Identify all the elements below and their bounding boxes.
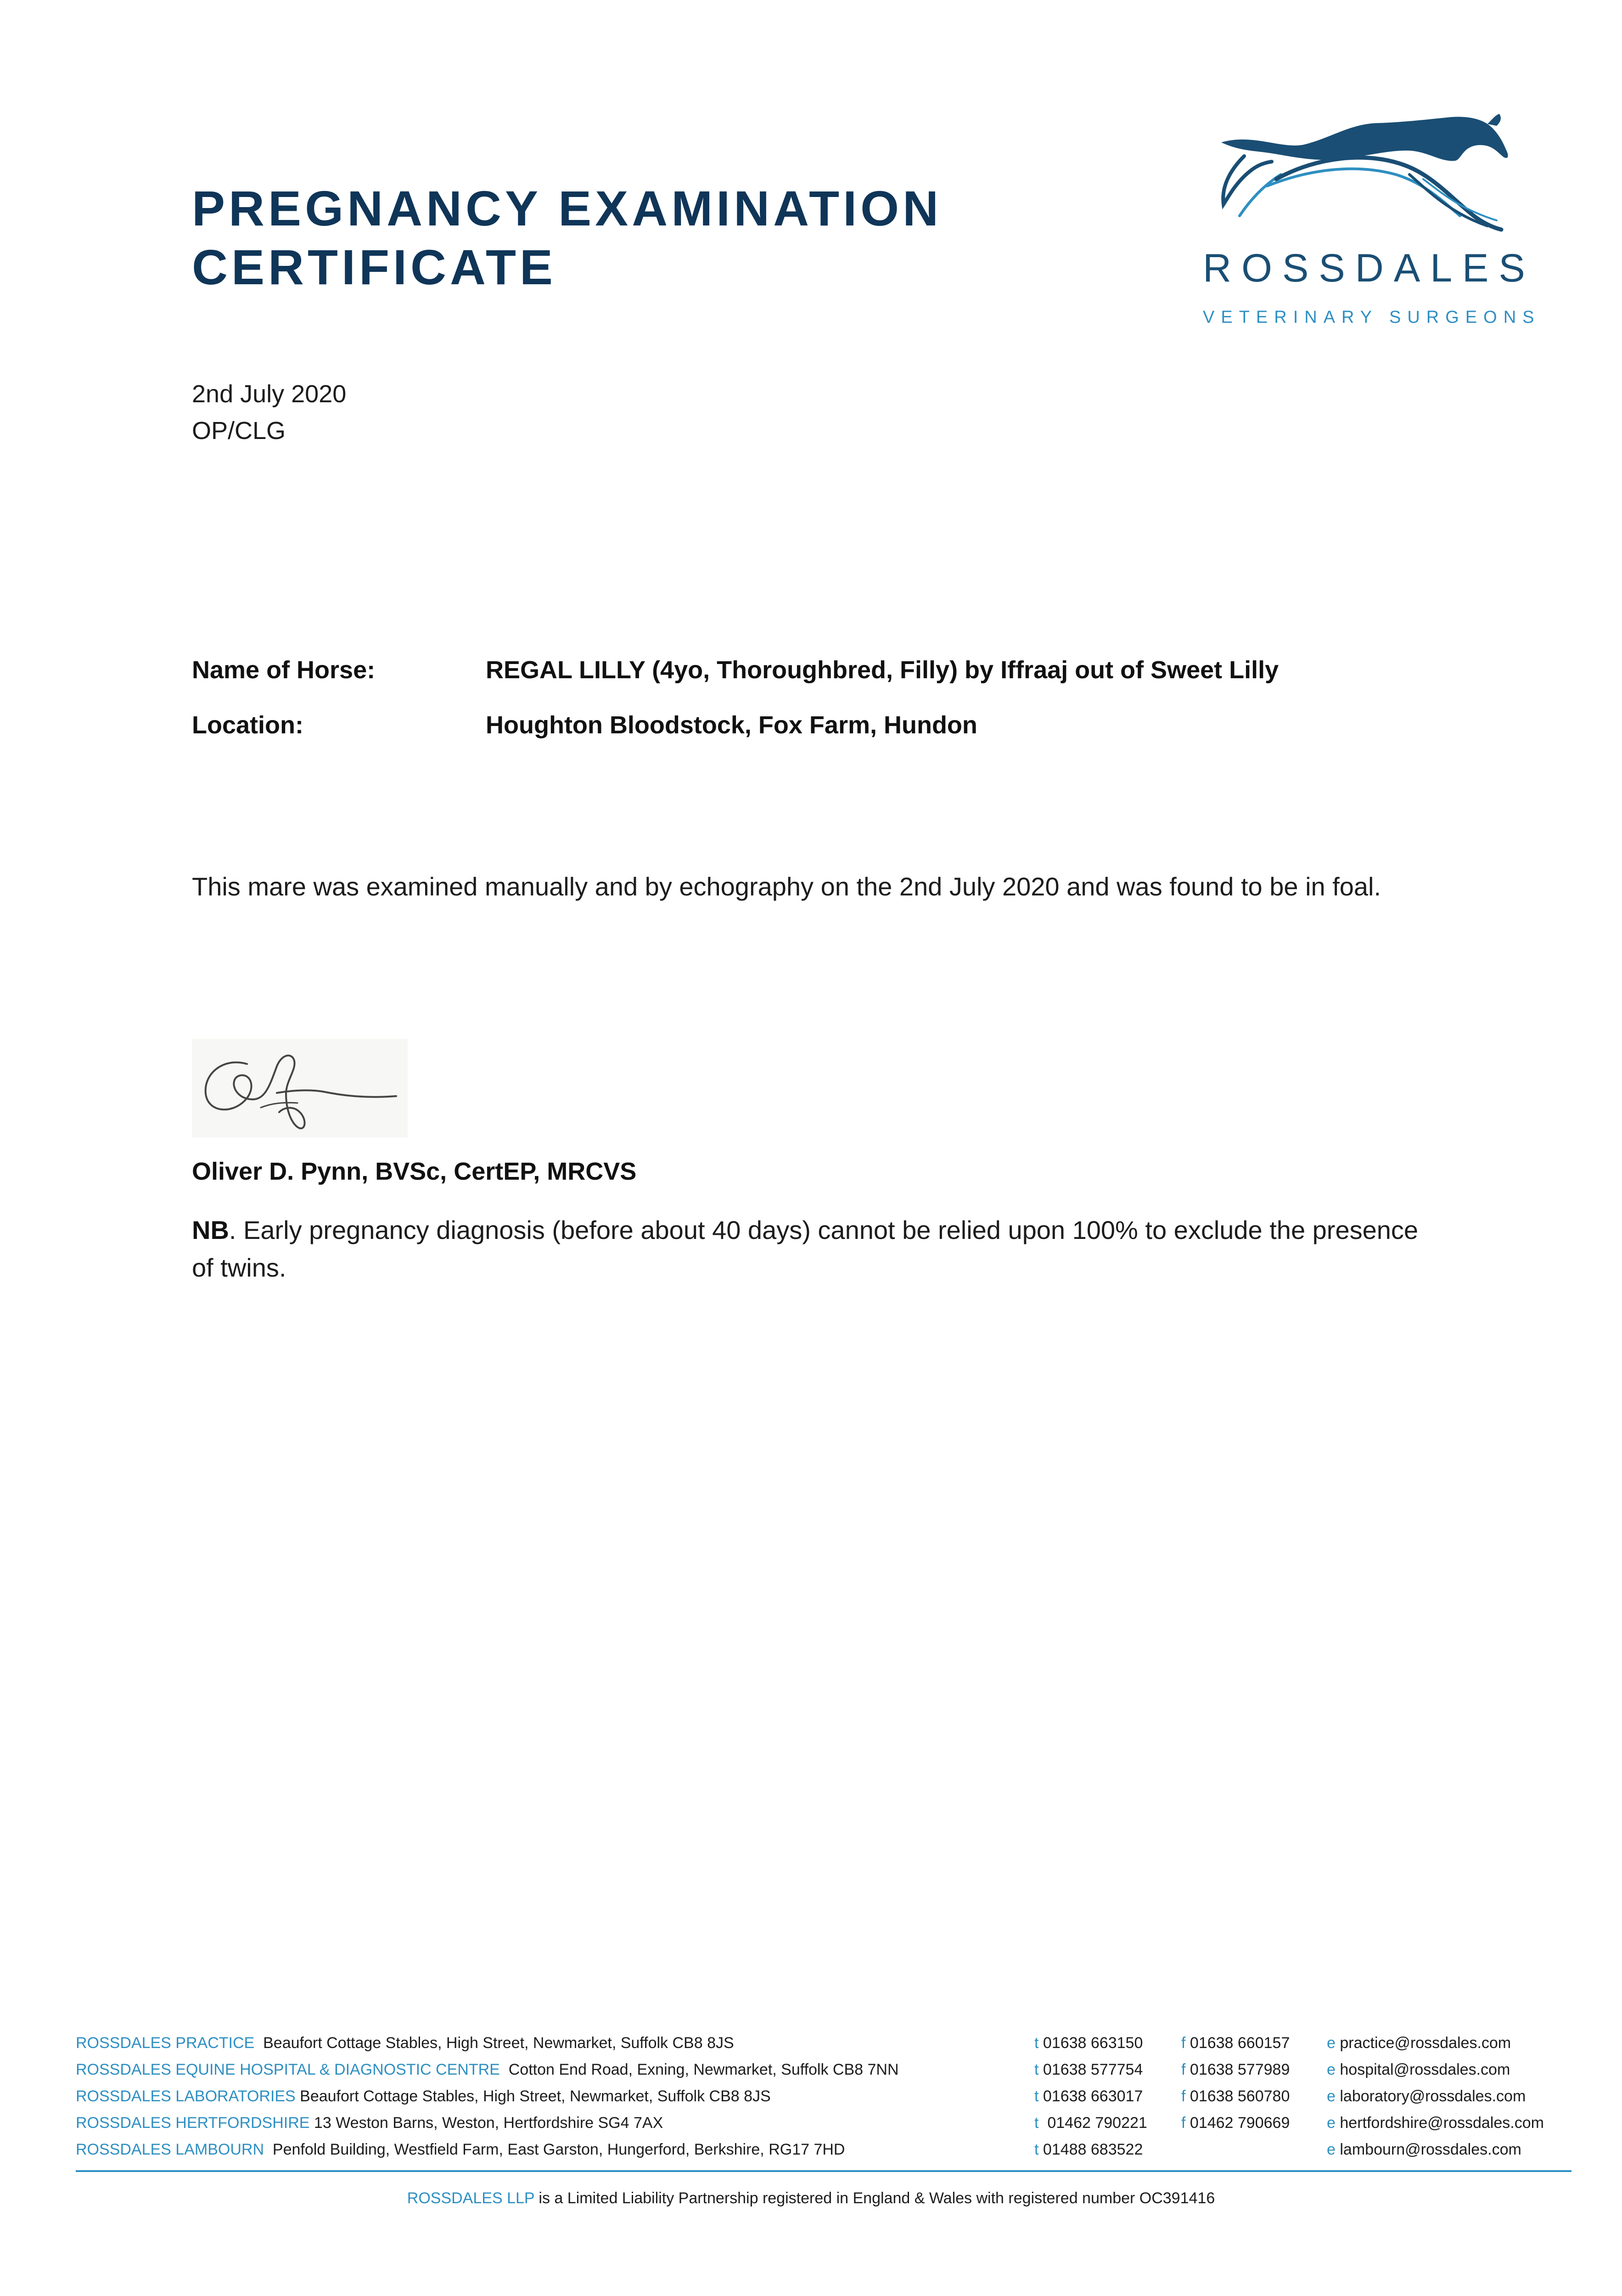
tel-prefix: t [1034, 2034, 1039, 2052]
footer-row [76, 2061, 1577, 2088]
field-label: Name of Horse: [192, 656, 376, 684]
nb-prefix: NB [192, 1216, 229, 1244]
field-value: Houghton Bloodstock, Fox Farm, Hundon [486, 711, 977, 739]
footer-org: ROSSDALES PRACTICE [76, 2034, 255, 2052]
footer-org: ROSSDALES EQUINE HOSPITAL & DIAGNOSTIC CENTRE [76, 2061, 500, 2078]
footer-tel: 01638 577754 [1043, 2061, 1143, 2078]
footer-row [76, 2141, 1577, 2167]
email-prefix: e [1327, 2034, 1336, 2052]
logo-subtitle: VETERINARY SURGEONS [1203, 308, 1541, 327]
document-reference: OP/CLG [192, 417, 286, 445]
document-date: 2nd July 2020 [192, 380, 347, 408]
tel-prefix: t [1034, 2114, 1039, 2132]
fax-prefix: f [1181, 2034, 1186, 2052]
field-label: Location: [192, 711, 303, 739]
title-line-1: PREGNANCY EXAMINATION [192, 180, 943, 236]
footer-tel: 01488 683522 [1043, 2141, 1143, 2158]
document-meta [192, 376, 346, 449]
handwritten-signature-icon [192, 1039, 408, 1137]
email-prefix: e [1327, 2061, 1336, 2078]
footer-addresses [76, 2034, 1577, 2167]
footer-row [76, 2114, 1577, 2141]
signature-image [192, 1039, 408, 1137]
footer-email[interactable]: hertfordshire@rossdales.com [1340, 2114, 1544, 2132]
footer-tel: 01638 663150 [1043, 2034, 1143, 2052]
email-prefix: e [1327, 2114, 1336, 2132]
llp-text: is a Limited Liability Partnership registered in England & Wales with registered number OC391416 [539, 2189, 1215, 2207]
footer-divider [76, 2170, 1571, 2172]
llp-org: ROSSDALES LLP [407, 2189, 534, 2207]
footer-tel: 01638 663017 [1043, 2088, 1143, 2105]
title-line-2: CERTIFICATE [192, 239, 556, 295]
field-value: REGAL LILLY (4yo, Thoroughbred, Filly) by Iffraaj out of Sweet Lilly [486, 656, 1279, 684]
footer-fax: 01462 790669 [1190, 2114, 1290, 2132]
footer-fax: 01638 577989 [1190, 2061, 1290, 2078]
footer-address: Penfold Building, Westfield Farm, East Garston, Hungerford, Berkshire, RG17 7HD [272, 2141, 845, 2158]
page-title [192, 179, 1156, 297]
email-prefix: e [1327, 2141, 1336, 2158]
nb-note [192, 1211, 1431, 1287]
tel-prefix: t [1034, 2088, 1039, 2105]
footer-fax: 01638 660157 [1190, 2034, 1290, 2052]
footer-org: ROSSDALES LAMBOURN [76, 2141, 264, 2158]
llp-registration [0, 2189, 1622, 2207]
tel-prefix: t [1034, 2061, 1039, 2078]
footer-email[interactable]: hospital@rossdales.com [1340, 2061, 1510, 2078]
footer-email[interactable]: practice@rossdales.com [1340, 2034, 1511, 2052]
footer-address: Cotton End Road, Exning, Newmarket, Suffolk CB8 7NN [508, 2061, 899, 2078]
logo-name: ROSSDALES [1203, 246, 1535, 290]
galloping-horse-logo-icon [1212, 106, 1524, 243]
footer-org: ROSSDALES HERTFORDSHIRE [76, 2114, 310, 2132]
footer-row [76, 2088, 1577, 2114]
footer-row [76, 2034, 1577, 2061]
signer-name: Oliver D. Pynn, BVSc, CertEP, MRCVS [192, 1158, 637, 1185]
fax-prefix: f [1181, 2088, 1186, 2105]
rossdales-logo [1203, 106, 1541, 335]
examination-statement: This mare was examined manually and by echography on the 2nd July 2020 and was found to be in foal. [192, 872, 1381, 901]
footer-address: 13 Weston Barns, Weston, Hertfordshire SG4 7AX [314, 2114, 663, 2132]
footer-tel: 01462 790221 [1047, 2114, 1147, 2132]
footer-address: Beaufort Cottage Stables, High Street, Newmarket, Suffolk CB8 8JS [300, 2088, 771, 2105]
footer-email[interactable]: lambourn@rossdales.com [1340, 2141, 1521, 2158]
tel-prefix: t [1034, 2141, 1039, 2158]
footer-org: ROSSDALES LABORATORIES [76, 2088, 296, 2105]
nb-text: . Early pregnancy diagnosis (before about 40 days) cannot be relied upon 100% to exclude the presence of twins. [192, 1216, 1419, 1282]
footer-address: Beaufort Cottage Stables, High Street, Newmarket, Suffolk CB8 8JS [263, 2034, 734, 2052]
fax-prefix: f [1181, 2114, 1186, 2132]
footer-email[interactable]: laboratory@rossdales.com [1340, 2088, 1526, 2105]
fax-prefix: f [1181, 2061, 1186, 2078]
footer-fax: 01638 560780 [1190, 2088, 1290, 2105]
email-prefix: e [1327, 2088, 1336, 2105]
